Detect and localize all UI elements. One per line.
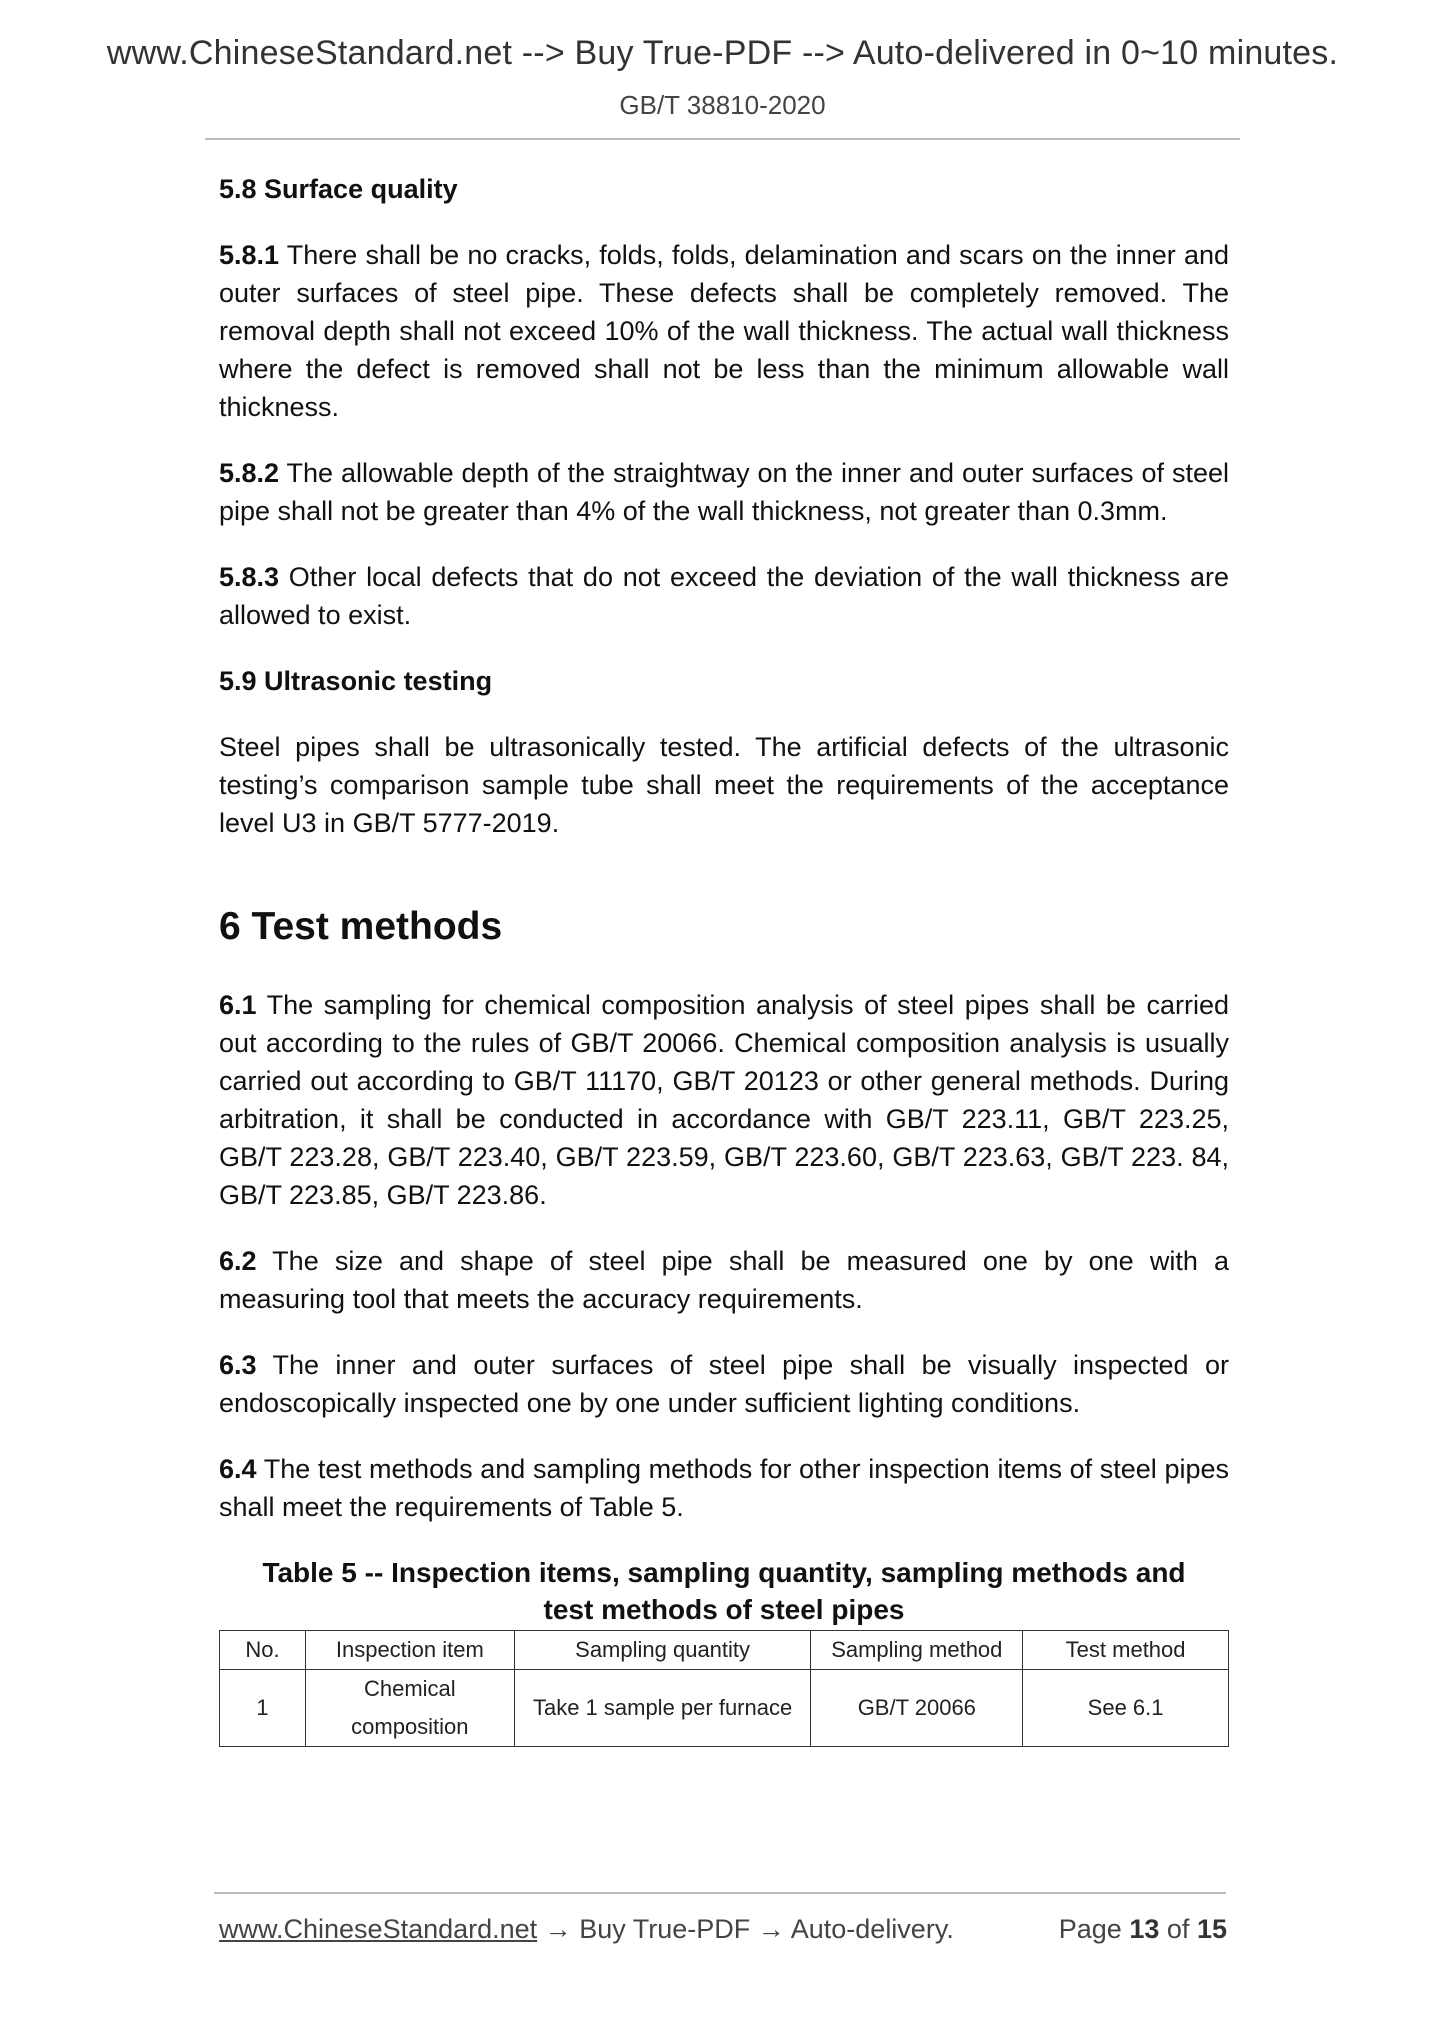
page-label: Page: [1058, 1914, 1122, 1944]
paragraph-6-2: [219, 1242, 1229, 1318]
clause-number: 6.1: [219, 990, 257, 1020]
heading-5-8: 5.8 Surface quality: [219, 174, 458, 204]
paragraph-6-3: [219, 1346, 1229, 1422]
page-content: [219, 170, 1229, 1747]
footer-promo: [219, 1914, 954, 1945]
table-5-caption: [219, 1554, 1229, 1628]
footer-website-link[interactable]: www.ChineseStandard.net: [219, 1914, 538, 1944]
page-total: 15: [1196, 1914, 1227, 1944]
paragraph-5-9: Steel pipes shall be ultrasonically tested. The artificial defects of the ultrasonic testing’s comparison sample tube shall meet the requirements of the acceptance level U3 in GB/T 5777-2019.: [219, 732, 1229, 838]
paragraph-5-8-1: [219, 236, 1229, 426]
clause-number: 6.4: [219, 1454, 257, 1484]
footer-divider: [214, 1892, 1226, 1894]
table-5: [219, 1630, 1229, 1747]
clause-text: The inner and outer surfaces of steel pipe shall be visually inspected or endoscopically inspected one by one under sufficient lighting conditions.: [219, 1350, 1229, 1418]
clause-number: 5.8.1: [219, 240, 280, 270]
header-divider: [205, 138, 1240, 140]
standard-code-header: GB/T 38810-2020: [619, 90, 826, 120]
top-banner: www.ChineseStandard.net --> Buy True-PDF --> Auto-delivered in 0~10 minutes.: [106, 34, 1339, 72]
caption-line: test methods of steel pipes: [543, 1594, 905, 1625]
clause-text: The size and shape of steel pipe shall be measured one by one with a measuring tool that meets the accuracy requirements.: [219, 1246, 1229, 1314]
paragraph-6-4: [219, 1450, 1229, 1526]
table-cell: See 6.1: [1023, 1670, 1229, 1747]
caption-line: Table 5 -- Inspection items, sampling quantity, sampling methods and: [262, 1557, 1186, 1588]
table-cell: GB/T 20066: [811, 1670, 1023, 1747]
clause-number: 5.8.2: [219, 458, 280, 488]
page-footer: [219, 1914, 1227, 1954]
clause-number: 6.2: [219, 1246, 257, 1276]
table-cell: Take 1 sample per furnace: [514, 1670, 811, 1747]
table-cell: Chemical composition: [305, 1670, 514, 1747]
column-header: No.: [220, 1631, 306, 1670]
clause-number: 6.3: [219, 1350, 257, 1380]
column-header: Sampling quantity: [514, 1631, 811, 1670]
footer-promo-text: → Buy True-PDF → Auto-delivery.: [537, 1914, 954, 1944]
clause-text: Other local defects that do not exceed the deviation of the wall thickness are allowed to exist.: [219, 562, 1229, 630]
heading-5-9: 5.9 Ultrasonic testing: [219, 666, 493, 696]
clause-text: There shall be no cracks, folds, folds, delamination and scars on the inner and outer surfaces of steel pipe. These defects shall be completely removed. The removal depth shall not exceed 10% of the wall thickness. The actual wall thickness where the defect is removed shall not be less than the minimum allowable wall thickness.: [219, 240, 1229, 422]
clause-text: The sampling for chemical composition analysis of steel pipes shall be carried out according to the rules of GB/T 20066. Chemical composition analysis is usually carried out according to GB/T 11170, GB/T 20123 or other general methods. During arbitration, it shall be conducted in accordance with GB/T 223.11, GB/T 223.25, GB/T 223.28, GB/T 223.40, GB/T 223.59, GB/T 223.60, GB/T 223.63, GB/T 223. 84, GB/T 223.85, GB/T 223.86.: [219, 990, 1229, 1210]
paragraph-5-8-3: [219, 558, 1229, 634]
of-label: of: [1166, 1914, 1190, 1944]
heading-6-test-methods: 6 Test methods: [219, 905, 503, 948]
table-header-row: [220, 1631, 1229, 1670]
paragraph-5-8-2: [219, 454, 1229, 530]
column-header: Test method: [1023, 1631, 1229, 1670]
page-number: 13: [1129, 1914, 1160, 1944]
paragraph-6-1: [219, 986, 1229, 1214]
column-header: Inspection item: [305, 1631, 514, 1670]
column-header: Sampling method: [811, 1631, 1023, 1670]
table-row: [220, 1670, 1229, 1747]
page-indicator: [1059, 1914, 1227, 1945]
table-cell: 1: [220, 1670, 306, 1747]
clause-text: The allowable depth of the straightway on the inner and outer surfaces of steel pipe shall not be greater than 4% of the wall thickness, not greater than 0.3mm.: [219, 458, 1229, 526]
clause-number: 5.8.3: [219, 562, 280, 592]
clause-text: The test methods and sampling methods for other inspection items of steel pipes shall meet the requirements of Table 5.: [219, 1454, 1229, 1522]
